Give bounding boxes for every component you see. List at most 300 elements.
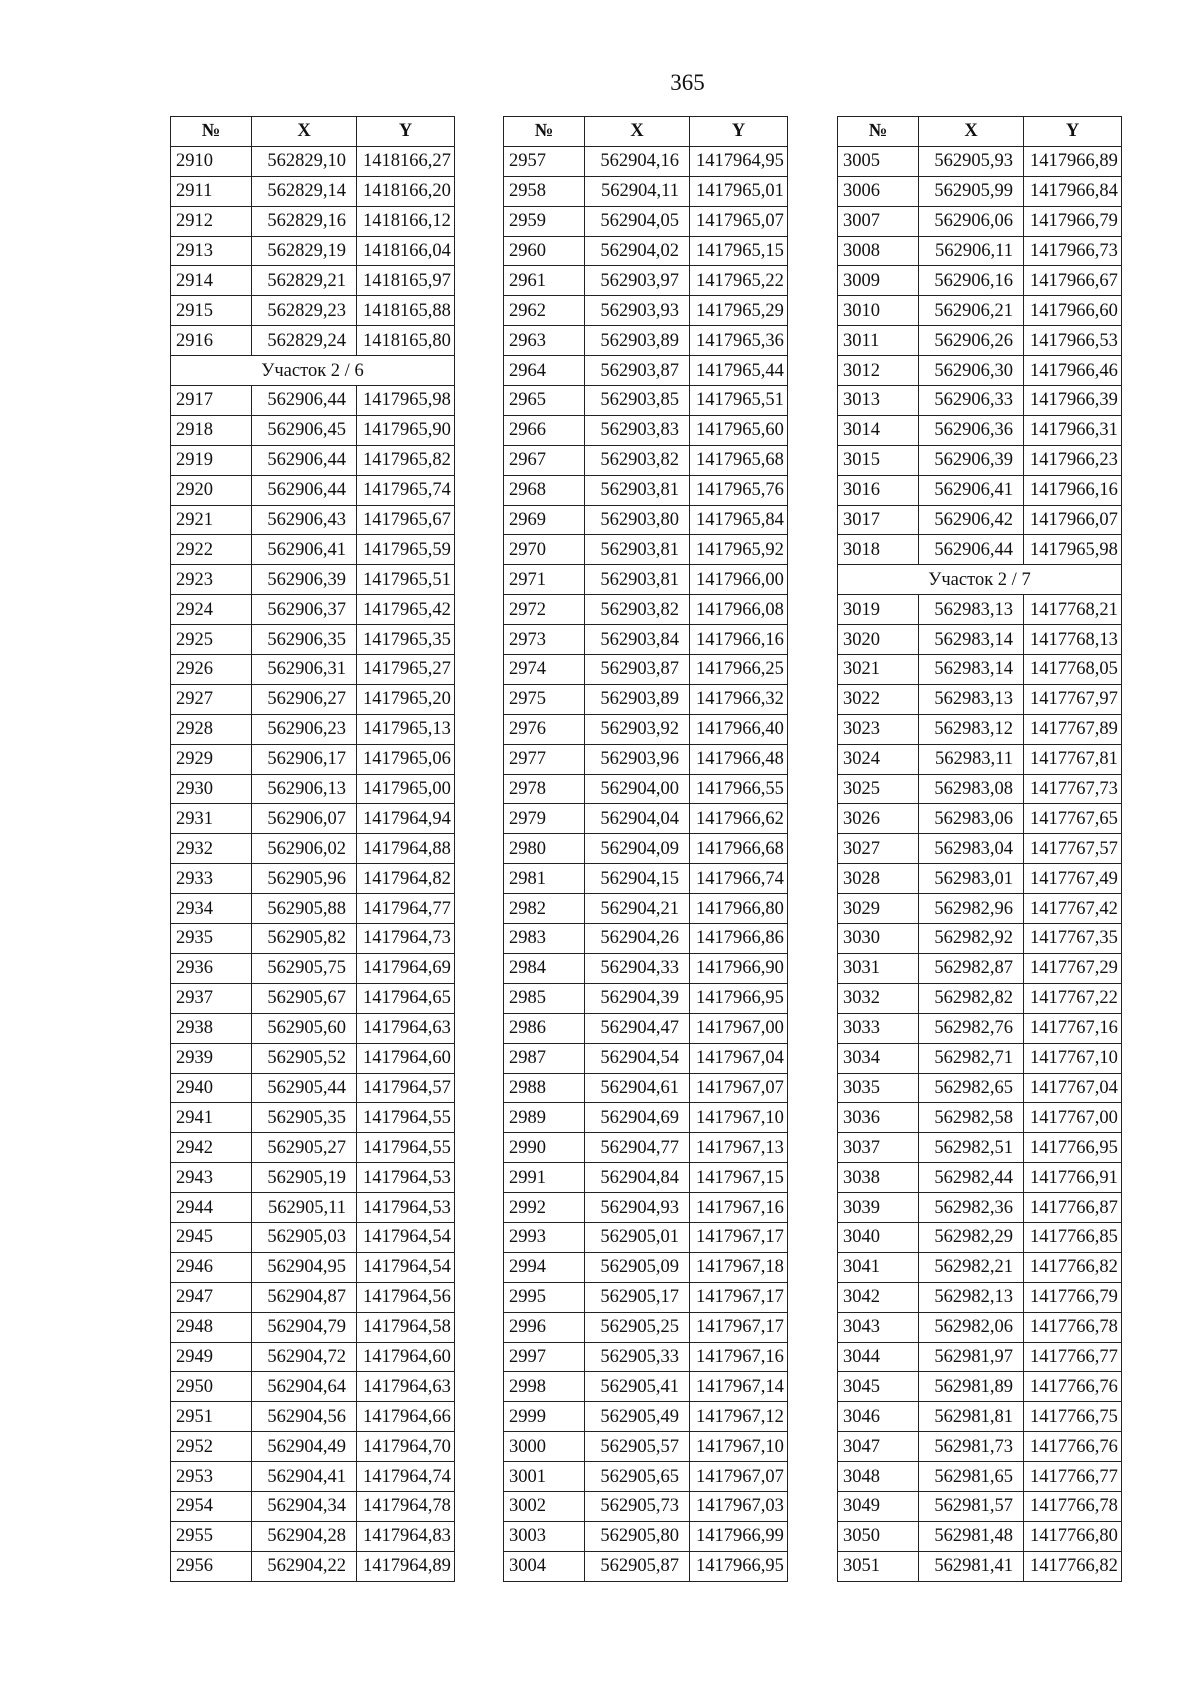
point-number-cell: 2945 <box>171 1222 252 1252</box>
x-coordinate-cell: 562983,08 <box>919 774 1024 804</box>
table-row <box>504 356 788 386</box>
x-coordinate-cell: 562903,81 <box>585 565 690 595</box>
point-number-cell: 2983 <box>504 924 585 954</box>
y-coordinate-cell: 1417964,60 <box>357 1342 455 1372</box>
point-number-cell: 3033 <box>838 1013 919 1043</box>
table-row <box>171 1133 455 1163</box>
x-coordinate-cell: 562905,73 <box>585 1491 690 1521</box>
point-number-cell: 2940 <box>171 1073 252 1103</box>
point-number-cell: 2931 <box>171 804 252 834</box>
x-coordinate-cell: 562981,65 <box>919 1462 1024 1492</box>
x-coordinate-cell: 562981,41 <box>919 1551 1024 1581</box>
y-coordinate-cell: 1418165,88 <box>357 296 455 326</box>
point-number-cell: 2941 <box>171 1103 252 1133</box>
y-coordinate-cell: 1417768,21 <box>1024 595 1122 625</box>
table-row <box>504 1372 788 1402</box>
table-row <box>171 176 455 206</box>
table-row <box>504 565 788 595</box>
y-coordinate-cell: 1417966,55 <box>690 774 788 804</box>
x-coordinate-cell: 562906,06 <box>919 206 1024 236</box>
y-coordinate-cell: 1417766,77 <box>1024 1342 1122 1372</box>
point-number-cell: 2939 <box>171 1043 252 1073</box>
point-number-cell: 2950 <box>171 1372 252 1402</box>
table-row <box>171 1282 455 1312</box>
table-row <box>504 684 788 714</box>
x-coordinate-cell: 562905,03 <box>252 1222 357 1252</box>
y-coordinate-cell: 1417768,05 <box>1024 655 1122 685</box>
header-number: № <box>838 117 919 147</box>
y-coordinate-cell: 1417966,62 <box>690 804 788 834</box>
point-number-cell: 2932 <box>171 834 252 864</box>
x-coordinate-cell: 562905,41 <box>585 1372 690 1402</box>
y-coordinate-cell: 1417767,29 <box>1024 953 1122 983</box>
table-row <box>838 1013 1122 1043</box>
table-row <box>838 744 1122 774</box>
x-coordinate-cell: 562905,67 <box>252 983 357 1013</box>
table-row <box>171 774 455 804</box>
y-coordinate-cell: 1417964,82 <box>357 864 455 894</box>
y-coordinate-cell: 1417966,31 <box>1024 415 1122 445</box>
point-number-cell: 3042 <box>838 1282 919 1312</box>
y-coordinate-cell: 1417967,17 <box>690 1282 788 1312</box>
x-coordinate-cell: 562904,49 <box>252 1432 357 1462</box>
x-coordinate-cell: 562982,92 <box>919 924 1024 954</box>
x-coordinate-cell: 562904,04 <box>585 804 690 834</box>
x-coordinate-cell: 562982,51 <box>919 1133 1024 1163</box>
x-coordinate-cell: 562906,13 <box>252 774 357 804</box>
y-coordinate-cell: 1417967,13 <box>690 1133 788 1163</box>
table-row <box>504 146 788 176</box>
y-coordinate-cell: 1417964,65 <box>357 983 455 1013</box>
y-coordinate-cell: 1417964,54 <box>357 1252 455 1282</box>
table-row <box>504 296 788 326</box>
table-row <box>504 953 788 983</box>
y-coordinate-cell: 1417967,15 <box>690 1163 788 1193</box>
x-coordinate-cell: 562906,17 <box>252 744 357 774</box>
point-number-cell: 2910 <box>171 146 252 176</box>
point-number-cell: 2977 <box>504 744 585 774</box>
point-number-cell: 2928 <box>171 714 252 744</box>
point-number-cell: 2961 <box>504 266 585 296</box>
x-coordinate-cell: 562904,11 <box>585 176 690 206</box>
point-number-cell: 2966 <box>504 415 585 445</box>
x-coordinate-cell: 562982,96 <box>919 894 1024 924</box>
x-coordinate-cell: 562982,76 <box>919 1013 1024 1043</box>
x-coordinate-cell: 562905,17 <box>585 1282 690 1312</box>
point-number-cell: 2911 <box>171 176 252 206</box>
table-row <box>171 1521 455 1551</box>
point-number-cell: 3021 <box>838 655 919 685</box>
table-row <box>171 834 455 864</box>
y-coordinate-cell: 1417964,57 <box>357 1073 455 1103</box>
x-coordinate-cell: 562982,71 <box>919 1043 1024 1073</box>
y-coordinate-cell: 1417964,54 <box>357 1222 455 1252</box>
x-coordinate-cell: 562906,36 <box>919 415 1024 445</box>
y-coordinate-cell: 1417964,60 <box>357 1043 455 1073</box>
x-coordinate-cell: 562903,89 <box>585 326 690 356</box>
table-header-row <box>838 117 1122 147</box>
x-coordinate-cell: 562906,39 <box>919 445 1024 475</box>
point-number-cell: 2989 <box>504 1103 585 1133</box>
point-number-cell: 2925 <box>171 625 252 655</box>
point-number-cell: 3017 <box>838 505 919 535</box>
header-y: Y <box>1024 117 1122 147</box>
x-coordinate-cell: 562903,83 <box>585 415 690 445</box>
point-number-cell: 3028 <box>838 864 919 894</box>
x-coordinate-cell: 562904,33 <box>585 953 690 983</box>
point-number-cell: 3029 <box>838 894 919 924</box>
y-coordinate-cell: 1418166,20 <box>357 176 455 206</box>
x-coordinate-cell: 562906,16 <box>919 266 1024 296</box>
x-coordinate-cell: 562904,21 <box>585 894 690 924</box>
y-coordinate-cell: 1417767,97 <box>1024 684 1122 714</box>
table-row <box>171 804 455 834</box>
point-number-cell: 2998 <box>504 1372 585 1402</box>
y-coordinate-cell: 1417766,76 <box>1024 1432 1122 1462</box>
point-number-cell: 2918 <box>171 415 252 445</box>
table-row <box>504 236 788 266</box>
table-row <box>504 834 788 864</box>
x-coordinate-cell: 562903,87 <box>585 356 690 386</box>
y-coordinate-cell: 1417965,59 <box>357 535 455 565</box>
point-number-cell: 2956 <box>171 1551 252 1581</box>
point-number-cell: 2999 <box>504 1402 585 1432</box>
y-coordinate-cell: 1417766,78 <box>1024 1312 1122 1342</box>
x-coordinate-cell: 562829,19 <box>252 236 357 266</box>
x-coordinate-cell: 562981,97 <box>919 1342 1024 1372</box>
table-row <box>504 326 788 356</box>
point-number-cell: 3038 <box>838 1163 919 1193</box>
y-coordinate-cell: 1418166,27 <box>357 146 455 176</box>
point-number-cell: 2943 <box>171 1163 252 1193</box>
x-coordinate-cell: 562904,39 <box>585 983 690 1013</box>
x-coordinate-cell: 562904,84 <box>585 1163 690 1193</box>
point-number-cell: 2972 <box>504 595 585 625</box>
x-coordinate-cell: 562829,24 <box>252 326 357 356</box>
table-row <box>171 1372 455 1402</box>
y-coordinate-cell: 1417965,06 <box>357 744 455 774</box>
table-row <box>171 595 455 625</box>
y-coordinate-cell: 1417965,35 <box>357 625 455 655</box>
y-coordinate-cell: 1417965,92 <box>690 535 788 565</box>
table-row <box>171 655 455 685</box>
y-coordinate-cell: 1417964,73 <box>357 924 455 954</box>
y-coordinate-cell: 1417966,73 <box>1024 236 1122 266</box>
x-coordinate-cell: 562906,44 <box>252 445 357 475</box>
x-coordinate-cell: 562904,54 <box>585 1043 690 1073</box>
y-coordinate-cell: 1417966,90 <box>690 953 788 983</box>
table-row <box>504 625 788 655</box>
y-coordinate-cell: 1417964,58 <box>357 1312 455 1342</box>
point-number-cell: 3016 <box>838 475 919 505</box>
y-coordinate-cell: 1418165,80 <box>357 326 455 356</box>
point-number-cell: 2990 <box>504 1133 585 1163</box>
x-coordinate-cell: 562905,57 <box>585 1432 690 1462</box>
table-row <box>504 983 788 1013</box>
x-coordinate-cell: 562905,19 <box>252 1163 357 1193</box>
point-number-cell: 3012 <box>838 356 919 386</box>
table-row <box>504 864 788 894</box>
x-coordinate-cell: 562905,87 <box>585 1551 690 1581</box>
y-coordinate-cell: 1417766,85 <box>1024 1222 1122 1252</box>
table-row <box>504 206 788 236</box>
point-number-cell: 2965 <box>504 386 585 416</box>
point-number-cell: 2935 <box>171 924 252 954</box>
y-coordinate-cell: 1417966,25 <box>690 655 788 685</box>
table-row <box>838 1462 1122 1492</box>
point-number-cell: 2942 <box>171 1133 252 1163</box>
x-coordinate-cell: 562982,06 <box>919 1312 1024 1342</box>
table-row <box>838 894 1122 924</box>
table-row <box>171 1462 455 1492</box>
x-coordinate-cell: 562981,73 <box>919 1432 1024 1462</box>
table-row <box>504 1551 788 1581</box>
x-coordinate-cell: 562905,60 <box>252 1013 357 1043</box>
section-row <box>171 356 455 386</box>
y-coordinate-cell: 1417967,17 <box>690 1312 788 1342</box>
header-x: X <box>252 117 357 147</box>
table-row <box>504 266 788 296</box>
point-number-cell: 2980 <box>504 834 585 864</box>
x-coordinate-cell: 562983,06 <box>919 804 1024 834</box>
x-coordinate-cell: 562981,81 <box>919 1402 1024 1432</box>
point-number-cell: 3032 <box>838 983 919 1013</box>
y-coordinate-cell: 1417967,04 <box>690 1043 788 1073</box>
point-number-cell: 2959 <box>504 206 585 236</box>
y-coordinate-cell: 1417767,57 <box>1024 834 1122 864</box>
y-coordinate-cell: 1417768,13 <box>1024 625 1122 655</box>
table-row <box>171 296 455 326</box>
x-coordinate-cell: 562904,95 <box>252 1252 357 1282</box>
point-number-cell: 2949 <box>171 1342 252 1372</box>
y-coordinate-cell: 1417964,94 <box>357 804 455 834</box>
point-number-cell: 2936 <box>171 953 252 983</box>
point-number-cell: 2986 <box>504 1013 585 1043</box>
table-row <box>504 1103 788 1133</box>
table-row <box>171 266 455 296</box>
point-number-cell: 2984 <box>504 953 585 983</box>
point-number-cell: 3013 <box>838 386 919 416</box>
point-number-cell: 2912 <box>171 206 252 236</box>
x-coordinate-cell: 562904,87 <box>252 1282 357 1312</box>
y-coordinate-cell: 1417965,42 <box>357 595 455 625</box>
point-number-cell: 2988 <box>504 1073 585 1103</box>
point-number-cell: 3037 <box>838 1133 919 1163</box>
x-coordinate-cell: 562905,44 <box>252 1073 357 1103</box>
x-coordinate-cell: 562905,75 <box>252 953 357 983</box>
x-coordinate-cell: 562982,29 <box>919 1222 1024 1252</box>
table-row <box>838 206 1122 236</box>
point-number-cell: 3030 <box>838 924 919 954</box>
table-row <box>171 1312 455 1342</box>
y-coordinate-cell: 1417766,82 <box>1024 1252 1122 1282</box>
x-coordinate-cell: 562906,11 <box>919 236 1024 266</box>
point-number-cell: 2915 <box>171 296 252 326</box>
y-coordinate-cell: 1417966,07 <box>1024 505 1122 535</box>
y-coordinate-cell: 1417965,67 <box>357 505 455 535</box>
section-title: Участок 2 / 6 <box>171 356 455 386</box>
point-number-cell: 2969 <box>504 505 585 535</box>
y-coordinate-cell: 1417964,63 <box>357 1013 455 1043</box>
point-number-cell: 3014 <box>838 415 919 445</box>
y-coordinate-cell: 1417766,82 <box>1024 1551 1122 1581</box>
y-coordinate-cell: 1417966,23 <box>1024 445 1122 475</box>
y-coordinate-cell: 1417766,79 <box>1024 1282 1122 1312</box>
table-row <box>838 983 1122 1013</box>
table-row <box>838 1103 1122 1133</box>
x-coordinate-cell: 562904,56 <box>252 1402 357 1432</box>
y-coordinate-cell: 1417965,20 <box>357 684 455 714</box>
x-coordinate-cell: 562904,26 <box>585 924 690 954</box>
point-number-cell: 3022 <box>838 684 919 714</box>
x-coordinate-cell: 562906,44 <box>252 475 357 505</box>
table-row <box>171 326 455 356</box>
y-coordinate-cell: 1417965,82 <box>357 445 455 475</box>
table-row <box>838 834 1122 864</box>
table-row <box>171 684 455 714</box>
header-number: № <box>504 117 585 147</box>
point-number-cell: 2920 <box>171 475 252 505</box>
header-y: Y <box>690 117 788 147</box>
x-coordinate-cell: 562904,05 <box>585 206 690 236</box>
x-coordinate-cell: 562904,16 <box>585 146 690 176</box>
x-coordinate-cell: 562982,65 <box>919 1073 1024 1103</box>
x-coordinate-cell: 562905,09 <box>585 1252 690 1282</box>
table-row <box>171 1551 455 1581</box>
point-number-cell: 3036 <box>838 1103 919 1133</box>
x-coordinate-cell: 562983,04 <box>919 834 1024 864</box>
point-number-cell: 3019 <box>838 595 919 625</box>
table-row <box>504 1163 788 1193</box>
table-row <box>504 1491 788 1521</box>
y-coordinate-cell: 1417967,03 <box>690 1491 788 1521</box>
x-coordinate-cell: 562829,14 <box>252 176 357 206</box>
table-row <box>838 445 1122 475</box>
point-number-cell: 3034 <box>838 1043 919 1073</box>
table-row <box>171 535 455 565</box>
table-row <box>838 505 1122 535</box>
table-row <box>504 1193 788 1223</box>
x-coordinate-cell: 562905,11 <box>252 1193 357 1223</box>
table-row <box>171 894 455 924</box>
point-number-cell: 2973 <box>504 625 585 655</box>
point-number-cell: 3049 <box>838 1491 919 1521</box>
point-number-cell: 3008 <box>838 236 919 266</box>
point-number-cell: 3047 <box>838 1432 919 1462</box>
x-coordinate-cell: 562983,01 <box>919 864 1024 894</box>
table-row <box>171 505 455 535</box>
y-coordinate-cell: 1417964,66 <box>357 1402 455 1432</box>
y-coordinate-cell: 1417965,27 <box>357 655 455 685</box>
x-coordinate-cell: 562905,80 <box>585 1521 690 1551</box>
y-coordinate-cell: 1417965,44 <box>690 356 788 386</box>
table-row <box>838 655 1122 685</box>
table-row <box>171 1491 455 1521</box>
table-row <box>838 1491 1122 1521</box>
table-row <box>171 386 455 416</box>
table-row <box>838 1193 1122 1223</box>
point-number-cell: 2997 <box>504 1342 585 1372</box>
y-coordinate-cell: 1417767,49 <box>1024 864 1122 894</box>
point-number-cell: 2921 <box>171 505 252 535</box>
y-coordinate-cell: 1417966,16 <box>690 625 788 655</box>
y-coordinate-cell: 1417964,55 <box>357 1103 455 1133</box>
x-coordinate-cell: 562906,33 <box>919 386 1024 416</box>
coordinate-table-2 <box>503 116 788 1582</box>
x-coordinate-cell: 562982,13 <box>919 1282 1024 1312</box>
y-coordinate-cell: 1417967,07 <box>690 1073 788 1103</box>
point-number-cell: 2948 <box>171 1312 252 1342</box>
x-coordinate-cell: 562903,84 <box>585 625 690 655</box>
point-number-cell: 2938 <box>171 1013 252 1043</box>
point-number-cell: 2976 <box>504 714 585 744</box>
point-number-cell: 2974 <box>504 655 585 685</box>
x-coordinate-cell: 562981,89 <box>919 1372 1024 1402</box>
point-number-cell: 3002 <box>504 1491 585 1521</box>
y-coordinate-cell: 1417767,16 <box>1024 1013 1122 1043</box>
x-coordinate-cell: 562905,96 <box>252 864 357 894</box>
point-number-cell: 2967 <box>504 445 585 475</box>
point-number-cell: 3023 <box>838 714 919 744</box>
table-row <box>504 1342 788 1372</box>
x-coordinate-cell: 562905,82 <box>252 924 357 954</box>
y-coordinate-cell: 1417767,22 <box>1024 983 1122 1013</box>
y-coordinate-cell: 1417766,95 <box>1024 1133 1122 1163</box>
table-row <box>838 1133 1122 1163</box>
point-number-cell: 3044 <box>838 1342 919 1372</box>
y-coordinate-cell: 1417967,12 <box>690 1402 788 1432</box>
table-row <box>504 1521 788 1551</box>
table-header-row <box>504 117 788 147</box>
y-coordinate-cell: 1417766,77 <box>1024 1462 1122 1492</box>
point-number-cell: 3050 <box>838 1521 919 1551</box>
table-row <box>504 445 788 475</box>
y-coordinate-cell: 1417965,01 <box>690 176 788 206</box>
y-coordinate-cell: 1417966,40 <box>690 714 788 744</box>
y-coordinate-cell: 1417967,10 <box>690 1103 788 1133</box>
y-coordinate-cell: 1417966,68 <box>690 834 788 864</box>
x-coordinate-cell: 562904,93 <box>585 1193 690 1223</box>
point-number-cell: 2952 <box>171 1432 252 1462</box>
x-coordinate-cell: 562904,72 <box>252 1342 357 1372</box>
x-coordinate-cell: 562906,30 <box>919 356 1024 386</box>
table-row <box>504 1013 788 1043</box>
y-coordinate-cell: 1417965,36 <box>690 326 788 356</box>
x-coordinate-cell: 562906,44 <box>919 535 1024 565</box>
table-row <box>504 655 788 685</box>
x-coordinate-cell: 562903,82 <box>585 595 690 625</box>
y-coordinate-cell: 1417965,76 <box>690 475 788 505</box>
y-coordinate-cell: 1417967,17 <box>690 1222 788 1252</box>
table-row <box>171 1252 455 1282</box>
table-row <box>171 475 455 505</box>
table-row <box>171 983 455 1013</box>
x-coordinate-cell: 562906,42 <box>919 505 1024 535</box>
point-number-cell: 2996 <box>504 1312 585 1342</box>
x-coordinate-cell: 562905,99 <box>919 176 1024 206</box>
y-coordinate-cell: 1417767,42 <box>1024 894 1122 924</box>
y-coordinate-cell: 1417965,90 <box>357 415 455 445</box>
table-row <box>838 1372 1122 1402</box>
table-row <box>504 1043 788 1073</box>
table-row <box>838 176 1122 206</box>
table-row <box>838 1432 1122 1462</box>
y-coordinate-cell: 1417965,13 <box>357 714 455 744</box>
table-row <box>504 1402 788 1432</box>
point-number-cell: 2922 <box>171 535 252 565</box>
point-number-cell: 3040 <box>838 1222 919 1252</box>
x-coordinate-cell: 562983,14 <box>919 625 1024 655</box>
